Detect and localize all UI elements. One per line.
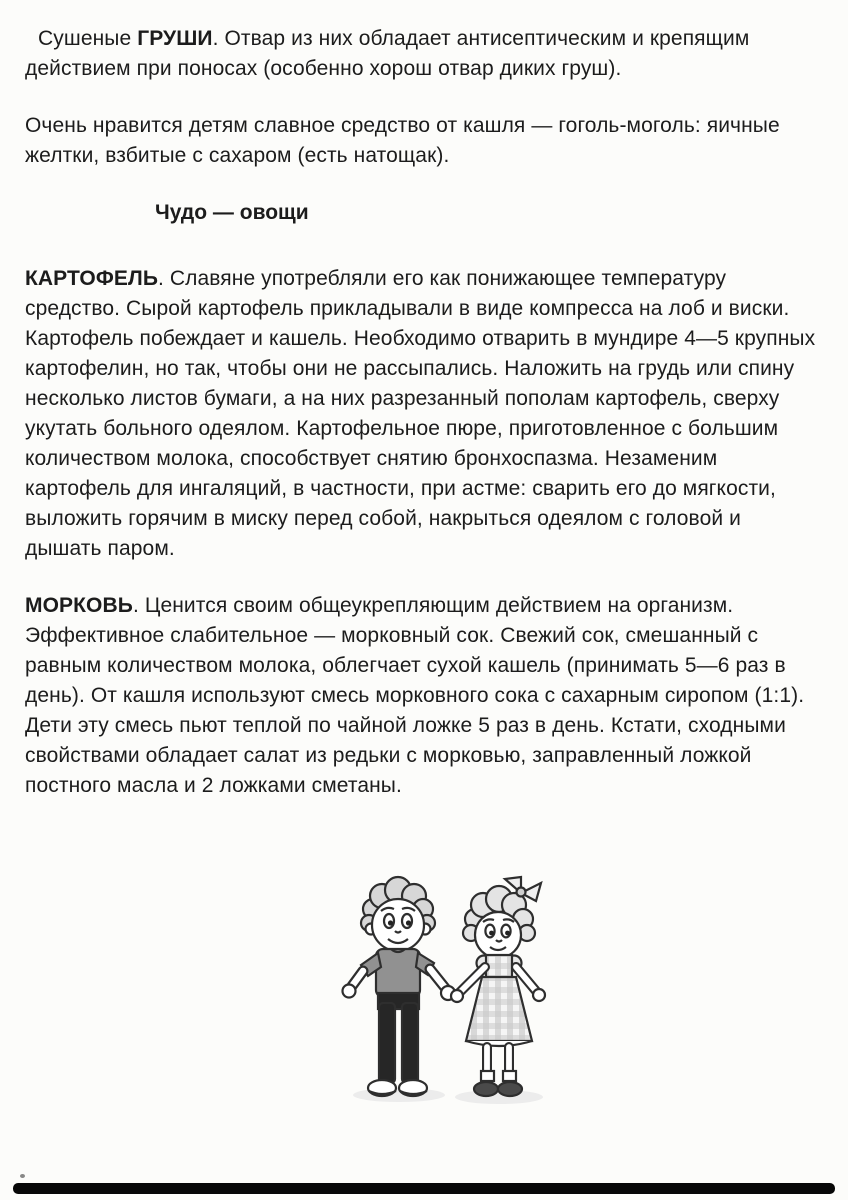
paragraph-pears xyxy=(25,24,822,84)
paragraph-gogol-mogol: Очень нравится детям славное средство от кашля — гоголь-моголь: яичные желтки, взбитые с сахаром (есть натощак). xyxy=(25,114,780,167)
children-holding-hands-illustration xyxy=(315,843,575,1143)
girl-figure xyxy=(459,877,545,1096)
section-heading: Чудо — овощи xyxy=(155,201,309,224)
carrot-text: . Ценится своим общеукрепляющим действием на организм. Эффективное слабительное — морковный сок. Свежий сок, смешанный с равным количеством молока, облегчает сухой кашель (принимать 5—6 раз в день). От кашля используют смесь морковного сока с сахарным сиропом (1:1). Дети эту смесь пьют теплой по чайной ложке 5 раз в день. Кстати, сходными свойствами обладает салат из редьки с морковью, заправленный ложкой постного масла и 2 ложками сметаны. xyxy=(25,594,805,797)
potato-bold-word: КАРТОФЕЛЬ xyxy=(25,267,159,290)
paragraph-carrot xyxy=(25,591,822,801)
boy-figure xyxy=(343,877,447,1096)
scan-edge-artifact xyxy=(13,1183,835,1194)
pears-bold-word: ГРУШИ xyxy=(137,27,213,50)
paragraph-potato xyxy=(25,264,822,564)
scan-noise-speck xyxy=(20,1174,25,1178)
pears-text-before: Сушеные xyxy=(38,27,138,50)
potato-text: . Славяне употребляли его как понижающее температуру средство. Сырой картофель прикладывали в виде компресса на лоб и виски. Картофель побеждает и кашель. Необходимо отварить в мундире 4—5 крупных картофелин, но так, чтобы они не рассыпались. Наложить на грудь или спину несколько листов бумаги, а на них разрезанный пополам картофель, сверху укутать больного одеялом. Картофельное пюре, приготовленное с большим количеством молока, способствует снятию бронхоспазма. Незаменим картофель для ингаляций, в частности, при астме: сварить его до мягкости, выложить горячим в миску перед собой, накрыться одеялом с головой и дышать паром. xyxy=(25,267,816,560)
carrot-bold-word: МОРКОВЬ xyxy=(25,594,133,617)
text-block xyxy=(25,24,822,828)
children-illustration xyxy=(315,843,575,1143)
pears-text-after: . Отвар из них обладает антисептическим и крепящим действием при поносах (особенно хорош отвар диких груш). xyxy=(25,27,750,80)
